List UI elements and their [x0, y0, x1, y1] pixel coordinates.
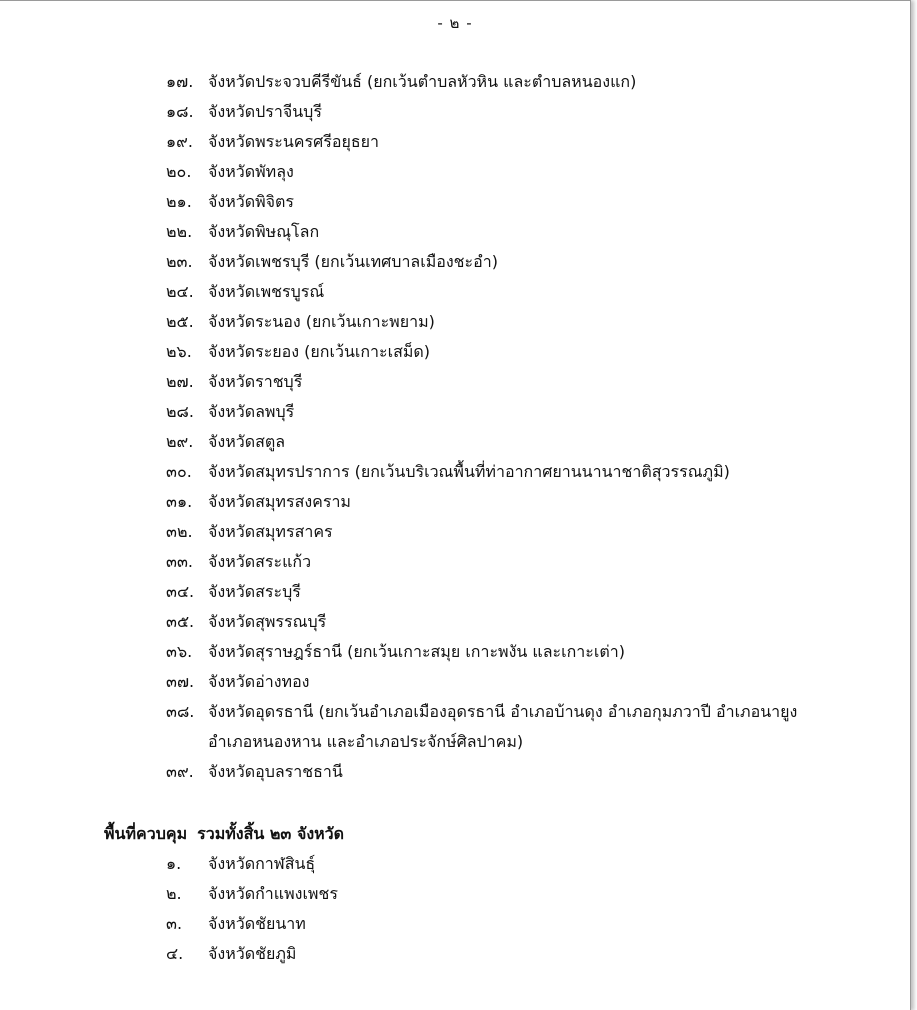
item-text: จังหวัดลพบุรี [208, 402, 295, 421]
item-number: ๑๘. [166, 102, 194, 121]
item-number: ๒๖. [166, 342, 192, 361]
item-text: จังหวัดพิจิตร [208, 192, 295, 211]
item-number: ๓๘. [166, 702, 195, 721]
item-text: จังหวัดสมุทรสาคร [208, 522, 333, 541]
item-text: จังหวัดเพชรบูรณ์ [208, 282, 325, 301]
list-item [0, 577, 910, 607]
item-text: จังหวัดสมุทรปราการ (ยกเว้นบริเวณพื้นที่ท่าอากาศยานนานาชาติสุวรรณภูมิ) [208, 462, 730, 481]
item-number: ๒๙. [166, 432, 194, 451]
item-text: จังหวัดพระนครศรีอยุธยา [208, 132, 379, 151]
list-item [0, 909, 910, 939]
item-number: ๓๔. [166, 582, 195, 601]
item-number: ๒๕. [166, 312, 194, 331]
list-item [0, 157, 910, 187]
item-text-continuation: อำเภอหนองหาน และอำเภอประจักษ์ศิลปาคม) [208, 732, 524, 751]
list-item [0, 217, 910, 247]
list-item [0, 337, 910, 367]
item-number: ๒. [166, 884, 182, 903]
list-item [0, 757, 910, 787]
item-number: ๓๐. [166, 462, 192, 481]
list-item [0, 307, 910, 337]
item-number: ๒๗. [166, 372, 194, 391]
section-heading-label: พื้นที่ควบคุม [104, 824, 188, 843]
item-number: ๔. [166, 944, 184, 963]
item-text: จังหวัดสมุทรสงคราม [208, 492, 351, 511]
item-text: จังหวัดสระบุรี [208, 582, 301, 601]
list-item [0, 849, 910, 879]
list-item [0, 637, 910, 667]
item-number: ๑. [166, 854, 182, 873]
item-text: จังหวัดอุดรธานี (ยกเว้นอำเภอเมืองอุดรธานี อำเภอบ้านดุง อำเภอกุมภวาปี อำเภอนายูง [208, 702, 798, 721]
item-text: จังหวัดกำแพงเพชร [208, 884, 338, 903]
list-item [0, 697, 910, 757]
item-number: ๓๙. [166, 762, 194, 781]
item-text: จังหวัดกาฬสินธุ์ [208, 854, 316, 873]
section-heading-total: รวมทั้งสิ้น ๒๓ จังหวัด [197, 824, 345, 843]
list-item [0, 187, 910, 217]
list-item [0, 67, 910, 97]
item-number: ๒๐. [166, 162, 192, 181]
list-item [0, 127, 910, 157]
list-item [0, 879, 910, 909]
item-text: จังหวัดระยอง (ยกเว้นเกาะเสม็ด) [208, 342, 431, 361]
list-item [0, 247, 910, 277]
item-text: จังหวัดชัยนาท [208, 914, 306, 933]
list-item [0, 487, 910, 517]
item-text: จังหวัดสุราษฎร์ธานี (ยกเว้นเกาะสมุย เกาะพงัน และเกาะเต่า) [208, 642, 625, 661]
item-text: จังหวัดราชบุรี [208, 372, 303, 391]
list-item [0, 547, 910, 577]
section-heading [104, 819, 344, 849]
list-item [0, 517, 910, 547]
control-province-list [0, 849, 910, 969]
item-text: จังหวัดชัยภูมิ [208, 944, 297, 963]
item-number: ๒๘. [166, 402, 194, 421]
list-item [0, 427, 910, 457]
list-item [0, 457, 910, 487]
item-text: จังหวัดอุบลราชธานี [208, 762, 343, 781]
item-text: จังหวัดปราจีนบุรี [208, 102, 322, 121]
list-item [0, 367, 910, 397]
item-text: จังหวัดสตูล [208, 432, 286, 451]
item-text: จังหวัดสระแก้ว [208, 552, 312, 571]
item-number: ๓๖. [166, 642, 193, 661]
item-number: ๓๕. [166, 612, 195, 631]
item-number: ๒๓. [166, 252, 193, 271]
item-number: ๓๓. [166, 552, 193, 571]
list-item [0, 939, 910, 969]
item-text: จังหวัดสุพรรณบุรี [208, 612, 327, 631]
item-text: จังหวัดพิษณุโลก [208, 222, 320, 241]
item-text: จังหวัดระนอง (ยกเว้นเกาะพยาม) [208, 312, 435, 331]
list-item [0, 397, 910, 427]
item-number: ๒๑. [166, 192, 192, 211]
list-item [0, 607, 910, 637]
item-number: ๑๗. [166, 72, 194, 91]
list-item [0, 667, 910, 697]
list-item [0, 277, 910, 307]
item-text: จังหวัดประจวบคีรีขันธ์ (ยกเว้นตำบลหัวหิน และตำบลหนองแก) [208, 72, 637, 91]
item-number: ๒๔. [166, 282, 194, 301]
item-text: จังหวัดอ่างทอง [208, 672, 310, 691]
item-number: ๑๙. [166, 132, 193, 151]
item-text: จังหวัดพัทลุง [208, 162, 294, 181]
item-number: ๓๑. [166, 492, 193, 511]
item-number: ๓๗. [166, 672, 195, 691]
item-text: จังหวัดเพชรบุรี (ยกเว้นเทศบาลเมืองชะอำ) [208, 252, 498, 271]
list-item [0, 97, 910, 127]
province-list [0, 67, 910, 787]
item-number: ๓๒. [166, 522, 193, 541]
page-number: - ๒ - [437, 14, 473, 32]
item-number: ๓. [166, 914, 183, 933]
item-number: ๒๒. [166, 222, 193, 241]
